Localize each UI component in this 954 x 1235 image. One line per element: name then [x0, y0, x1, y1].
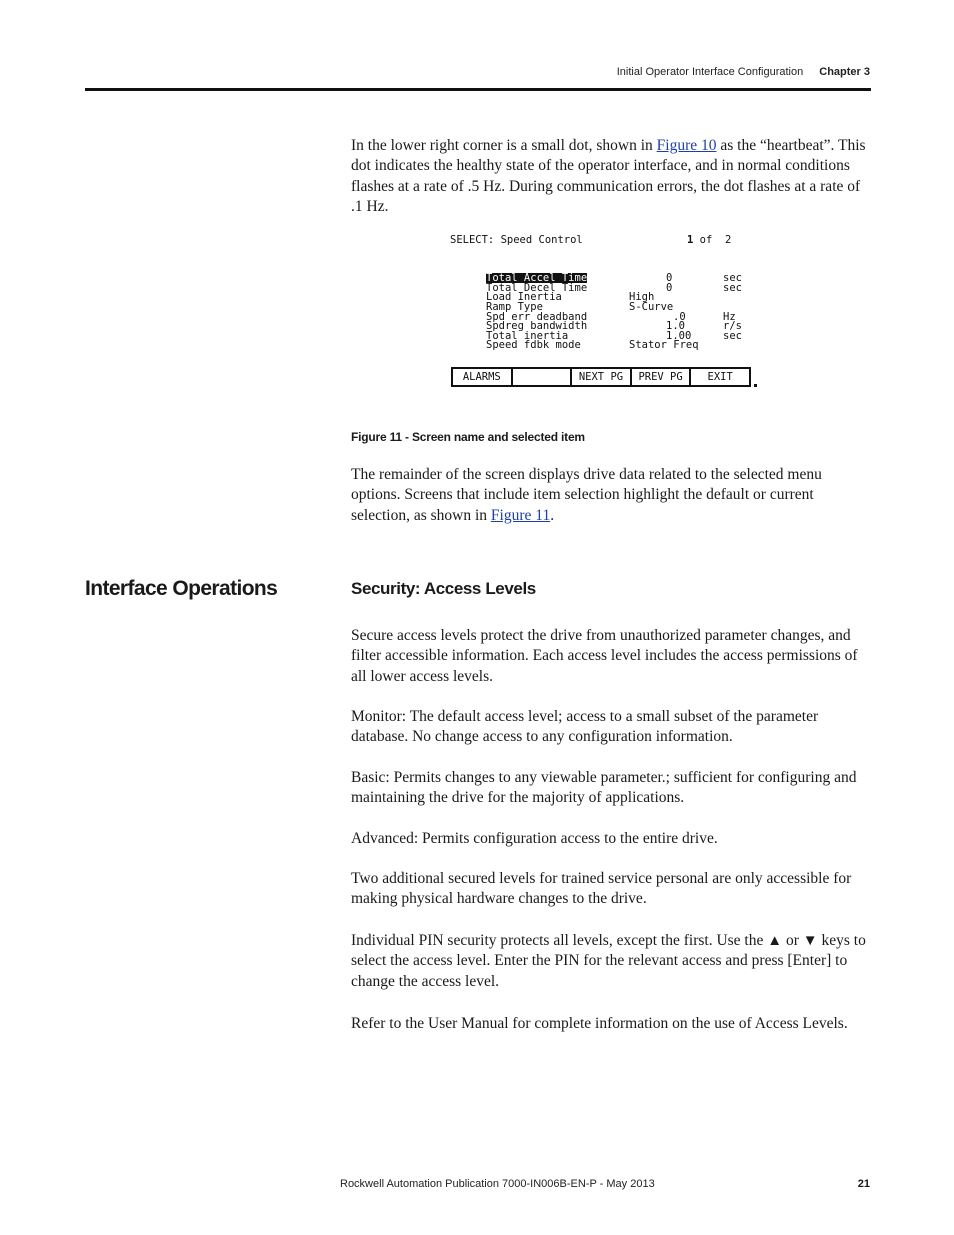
paragraph-pin-security	[351, 931, 873, 992]
pin-text-or: or	[782, 932, 803, 949]
subsection-heading: Security: Access Levels	[351, 579, 536, 598]
screen-row-value: S-Curve	[629, 301, 674, 313]
header-section-title: Initial Operator Interface Configuration	[616, 66, 804, 78]
paragraph-advanced: Advanced: Permits configuration access to the entire drive.	[351, 830, 718, 847]
screen-row-value: .0	[673, 311, 686, 323]
paragraph-refer-manual: Refer to the User Manual for complete information on the use of Access Levels.	[351, 1015, 848, 1032]
screen-row-unit: sec	[723, 272, 742, 284]
header-rule	[85, 88, 871, 91]
up-arrow-icon: ▲	[767, 933, 783, 949]
screen-row-name[interactable]: Spd err deadband	[486, 311, 588, 323]
figure-caption: Figure 11 - Screen name and selected item	[351, 430, 585, 444]
screen-row-unit: r/s	[723, 320, 742, 332]
screen-row-value: Stator Freq	[629, 339, 699, 351]
pin-text-1: Individual PIN security protects all levels, except the first. Use the	[351, 932, 768, 949]
prev-page-key[interactable]: PREV PG	[632, 369, 692, 385]
blank-key[interactable]	[513, 369, 573, 385]
screen-row-name[interactable]: Total inertia	[486, 330, 569, 342]
screen-row-unit: sec	[723, 330, 742, 342]
alarms-key[interactable]: ALARMS	[453, 369, 513, 385]
section-heading: Interface Operations	[85, 577, 278, 600]
pin-text-2: keys to select the access level. Enter the PIN for the relevant access and press [Enter] to change the access level.	[351, 932, 866, 990]
page-number: 21	[857, 1178, 870, 1190]
screen-row-value: 0	[666, 272, 673, 284]
header-chapter: Chapter 3	[819, 66, 870, 78]
screen-row-name-selected[interactable]: Total Accel Time	[486, 272, 588, 284]
down-arrow-icon: ▼	[802, 933, 818, 949]
screen-page-of: of	[699, 234, 713, 246]
heartbeat-dot	[754, 384, 757, 387]
remainder-text-2: .	[550, 506, 555, 524]
screen-row-unit: Hz	[723, 311, 736, 323]
screen-row-value: 0	[666, 282, 673, 294]
exit-key[interactable]: EXIT	[707, 371, 733, 383]
intro-paragraph	[351, 136, 873, 217]
footer-publication: Rockwell Automation Publication 7000-IN006B-EN-P - May 2013	[340, 1178, 655, 1190]
screen-row-name[interactable]: Load Inertia	[486, 291, 562, 303]
operator-screen-figure	[448, 228, 760, 394]
screen-page-current: 1	[687, 234, 694, 246]
remainder-paragraph	[351, 465, 873, 526]
screen-row-unit: sec	[723, 282, 742, 294]
screen-row-name[interactable]: Total Decel Time	[486, 282, 588, 294]
running-header	[617, 66, 870, 78]
remainder-text-1: The remainder of the screen displays drive data related to the selected menu options. Screens that include item selection highlight the default or current selection, as shown in	[351, 466, 822, 524]
screen-row-name[interactable]: Ramp Type	[486, 301, 543, 313]
figure-10-link[interactable]: Figure 10	[656, 137, 717, 154]
next-page-key[interactable]: NEXT PG	[572, 369, 632, 385]
paragraph-monitor: Monitor: The default access level; access to a small subset of the parameter database. No change access to any configuration information.	[351, 708, 819, 746]
intro-text-2: as the “heartbeat”. This dot indicates the healthy state of the operator interface, and in normal conditions flashes at a rate of .5 Hz. During communication errors, the dot flashes at a rate of .1 Hz.	[351, 137, 866, 215]
figure-11-link[interactable]: Figure 11	[490, 506, 551, 524]
paragraph-access-levels: Secure access levels protect the drive from unauthorized parameter changes, and filter accessible information. Each access level includes the access permissions of all lower access levels.	[351, 627, 858, 685]
paragraph-basic: Basic: Permits changes to any viewable parameter.; sufficient for configuring and maintaining the drive for the majority of applications.	[351, 769, 857, 807]
screen-row-value: 1.0	[666, 320, 685, 332]
paragraph-secured-levels: Two additional secured levels for trained service personal are only accessible for making physical hardware changes to the drive.	[351, 870, 852, 908]
screen-row-value: 1.00	[666, 330, 692, 342]
screen-row-name[interactable]: Speed fdbk mode	[486, 339, 581, 351]
screen-row-value: High	[629, 291, 655, 303]
screen-page-total: 2	[724, 234, 732, 246]
screen-page-indicator	[687, 235, 731, 245]
screen-title: SELECT: Speed Control	[450, 234, 583, 246]
function-key-bar	[451, 367, 751, 387]
screen-row-name[interactable]: Spdreg bandwidth	[486, 320, 588, 332]
intro-text-1: In the lower right corner is a small dot, shown in	[351, 137, 657, 154]
